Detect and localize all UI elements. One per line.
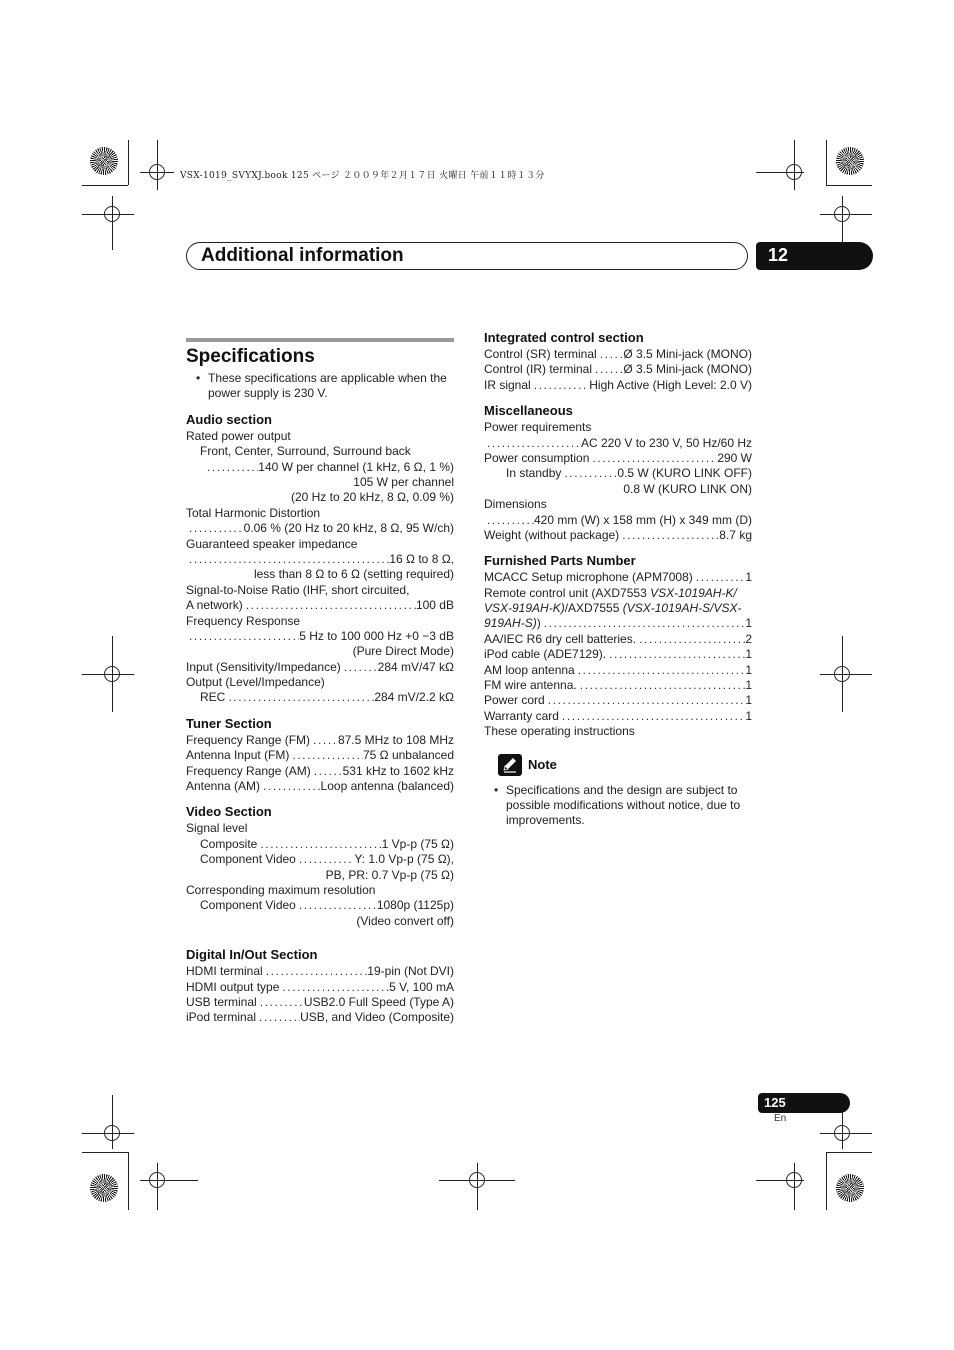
spec-row: ..... 0.06 % (20 Hz to 20 kHz, 8 Ω, 95 W/ch) — [186, 521, 454, 536]
section-title: Additional information — [201, 245, 404, 266]
page-number: 125 — [764, 1095, 786, 1110]
book-file-line: VSX-1019_SVYXJ.book 125 ページ ２００９年２月１７日 火曜日 午前１１時１３分 — [180, 171, 545, 181]
spec-row: ..... AC 220 V to 230 V, 50 Hz/60 Hz — [484, 436, 752, 451]
page-title: Specifications — [186, 346, 315, 367]
parts-row: Warranty card ..... 1 — [484, 709, 752, 724]
spec-row: Component Video ..... 1080p (1125p) — [186, 898, 454, 913]
spec-row: Antenna (AM) ..... Loop antenna (balanced) — [186, 779, 454, 794]
spec-label: Signal-to-Noise Ratio (IHF, short circuited, — [186, 582, 410, 597]
parts-label: These operating instructions — [484, 724, 635, 739]
spec-label: Corresponding maximum resolution — [186, 882, 376, 897]
spec-row: Frequency Range (AM) ..... 531 kHz to 1602 kHz — [186, 764, 454, 779]
digital-heading: Digital In/Out Section — [186, 947, 318, 963]
spec-row: Weight (without package) ..... 8.7 kg — [484, 528, 752, 543]
star-target-icon — [836, 1174, 864, 1202]
page-number-badge — [758, 1093, 850, 1113]
spec-value: (Video convert off) — [356, 913, 454, 928]
spec-row: ..... 16 Ω to 8 Ω, — [186, 552, 454, 567]
spec-row: USB terminal ..... USB2.0 Full Speed (Type A) — [186, 995, 454, 1010]
pencil-note-icon — [498, 754, 522, 776]
spec-value: less than 8 Ω to 6 Ω (setting required) — [253, 567, 454, 582]
spec-row: ..... 140 W per channel (1 kHz, 6 Ω, 1 %) — [186, 460, 454, 475]
parts-row: FM wire antenna. ..... 1 — [484, 678, 752, 693]
parts-row: iPod cable (ADE7129). ..... 1 — [484, 647, 752, 662]
spec-row: Input (Sensitivity/Impedance) ..... 284 mV/47 kΩ — [186, 660, 454, 675]
note-title: Note — [528, 756, 557, 772]
parts-row: 919AH-S)) ..... 1 — [484, 616, 752, 631]
intro-bullet: • These specifications are applicable when the power supply is 230 V. — [186, 371, 454, 402]
title-rule — [186, 338, 454, 342]
spec-label: Signal level — [186, 821, 248, 836]
parts-row: AM loop antenna ..... 1 — [484, 663, 752, 678]
star-target-icon — [90, 1174, 118, 1202]
spec-label: Rated power output — [186, 428, 291, 443]
spec-row: Composite ..... 1 Vp-p (75 Ω) — [186, 837, 454, 852]
spec-row: IR signal ..... High Active (High Level: 2.0 V) — [484, 378, 752, 393]
audio-heading: Audio section — [186, 411, 272, 427]
spec-row: Power consumption ..... 290 W — [484, 451, 752, 466]
spec-row: Antenna Input (FM) ..... 75 Ω unbalanced — [186, 748, 454, 763]
spec-row: Control (IR) terminal ..... Ø 3.5 Mini-jack (MONO) — [484, 362, 752, 377]
section-header — [186, 242, 748, 270]
spec-row: REC ..... 284 mV/2.2 kΩ — [186, 690, 454, 705]
parts-heading: Furnished Parts Number — [484, 553, 636, 569]
misc-heading: Miscellaneous — [484, 403, 573, 419]
parts-row: MCACC Setup microphone (APM7008) ..... 1 — [484, 570, 752, 585]
star-target-icon — [90, 147, 118, 175]
integrated-heading: Integrated control section — [484, 330, 644, 345]
spec-value: PB, PR: 0.7 Vp-p (75 Ω) — [325, 867, 454, 882]
star-target-icon — [836, 147, 864, 175]
right-column — [484, 330, 752, 829]
spec-label: Power requirements — [484, 420, 592, 435]
parts-label: VSX-919AH-K)/AXD7555 (VSX-1019AH-S/VSX- — [484, 601, 742, 616]
spec-label: Total Harmonic Distortion — [186, 505, 321, 520]
spec-row: Frequency Range (FM) ..... 87.5 MHz to 108 MHz — [186, 733, 454, 748]
spec-row: iPod terminal ..... USB, and Video (Composite) — [186, 1010, 454, 1025]
spec-value: 105 W per channel — [353, 474, 454, 489]
spec-label: Frequency Response — [186, 613, 301, 628]
spec-label: Front, Center, Surround, Surround back — [200, 444, 411, 459]
page-language: En — [774, 1113, 787, 1124]
spec-row: Component Video ..... Y: 1.0 Vp-p (75 Ω), — [186, 852, 454, 867]
note-header — [498, 754, 752, 776]
spec-value: 0.8 W (KURO LINK ON) — [623, 481, 752, 496]
chapter-number: 12 — [768, 245, 789, 265]
chapter-badge — [756, 242, 873, 270]
spec-row: HDMI output type ..... 5 V, 100 mA — [186, 980, 454, 995]
spec-label: Output (Level/Impedance) — [186, 675, 325, 690]
spec-row: Control (SR) terminal ..... Ø 3.5 Mini-jack (MONO) — [484, 347, 752, 362]
spec-label: Dimensions — [484, 497, 547, 512]
spec-label: Guaranteed speaker impedance — [186, 536, 358, 551]
note-text: • Specifications and the design are subject to possible modifications without notice, due to improvements. — [484, 783, 752, 829]
spec-row: ..... 5 Hz to 100 000 Hz +0 −3 dB — [186, 629, 454, 644]
spec-value: (20 Hz to 20 kHz, 8 Ω, 0.09 %) — [290, 490, 454, 505]
parts-row: Power cord ..... 1 — [484, 693, 752, 708]
tuner-heading: Tuner Section — [186, 715, 272, 731]
parts-row: AA/IEC R6 dry cell batteries. ..... 2 — [484, 632, 752, 647]
left-column — [186, 338, 454, 1026]
spec-value: (Pure Direct Mode) — [352, 644, 454, 659]
spec-row: A network) ..... 100 dB — [186, 598, 454, 613]
parts-label: Remote control unit (AXD7553 VSX-1019AH-K/ — [484, 585, 737, 600]
spec-row: ..... 420 mm (W) x 158 mm (H) x 349 mm (D) — [484, 513, 752, 528]
video-heading: Video Section — [186, 804, 272, 820]
spec-row: HDMI terminal ..... 19-pin (Not DVI) — [186, 964, 454, 979]
spec-row: In standby ..... 0.5 W (KURO LINK OFF) — [484, 466, 752, 481]
